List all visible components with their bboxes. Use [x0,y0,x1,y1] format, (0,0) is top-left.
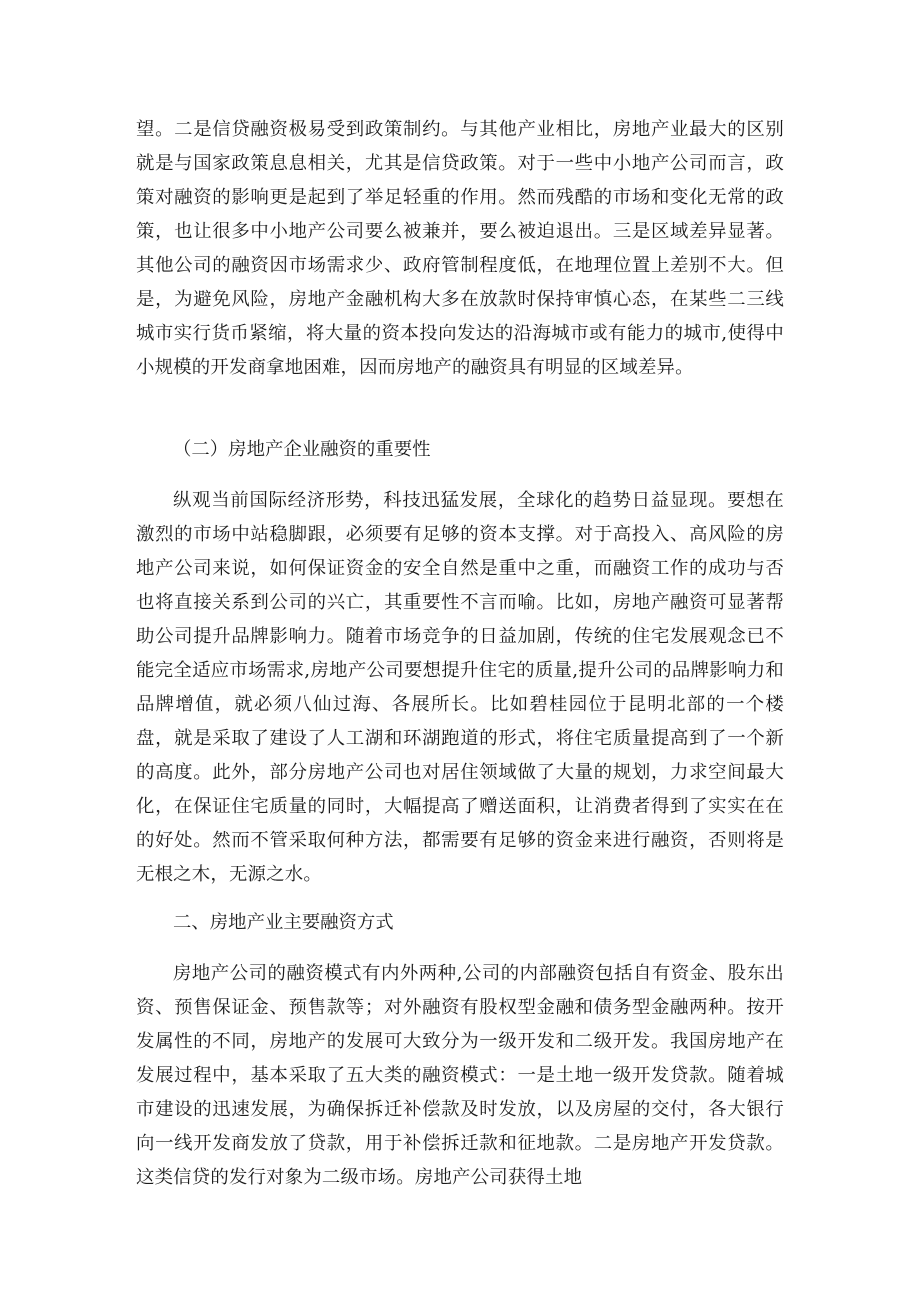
section-heading-financing-methods: 二、房地产业主要融资方式 [173,912,394,933]
section-heading-financing-importance: （二）房地产企业融资的重要性 [173,439,431,460]
paragraph-financing-importance: 纵观当前国际经济形势，科技迅猛发展，全球化的趋势日益显现。要想在激烈的市场中站稳脚跟，必须要有足够的资本支撑。对于高投入、高风险的房地产公司来说，如何保证资金的安全自然是重中之重，而融资工作的成功与否也将直接关系到公司的兴亡，其重要性不言而喻。比如，房地产融资可显著帮助公司提升品牌影响力。随着市场竞争的日益加剧，传统的住宅发展观念已不能完全适应市场需求,房地产公司要想提升住宅的质量,提升公司的品牌影响力和品牌增值，就必须八仙过海、各展所长。比如碧桂园位于昆明北部的一个楼盘，就是采取了建设了人工湖和环湖跑道的形式，将住宅质量提高到了一个新的高度。此外，部分房地产公司也对居住领域做了大量的规划，力求空间最大化，在保证住宅质量的同时，大幅提高了赠送面积，让消费者得到了实实在在的好处。然而不管采取何种方法，都需要有足够的资金来进行融资，否则将是无根之木，无源之水。 [136,490,784,885]
paragraph-regional-credit-policy: 望。二是信贷融资极易受到政策制约。与其他产业相比，房地产业最大的区别就是与国家政策息息相关，尤其是信贷政策。对于一些中小地产公司而言，政策对融资的影响更是起到了举足轻重的作用。然而残酷的市场和变化无常的政策，也让很多中小地产公司要么被兼并，要么被迫退出。三是区域差异显著。其他公司的融资因市场需求少、政府管制程度低，在地理位置上差别不大。但是，为避免风险，房地产金融机构大多在放款时保持审慎心态，在某些二三线城市实行货币紧缩，将大量的资本投向发达的沿海城市或有能力的城市,使得中小规模的开发商拿地困难，因而房地产的融资具有明显的区域差异。 [136,119,784,378]
paragraph-financing-methods: 房地产公司的融资模式有内外两种,公司的内部融资包括自有资金、股东出资、预售保证金、预售款等；对外融资有股权型金融和债务型金融两种。按开发属性的不同，房地产的发展可大致分为一级开发和二级开发。我国房地产在发展过程中，基本采取了五大类的融资模式：一是土地一级开发贷款。随着城市建设的迅速发展，为确保拆迁补偿款及时发放，以及房屋的交付，各大银行向一线开发商发放了贷款，用于补偿拆迁款和征地款。二是房地产开发贷款。这类信贷的发行对象为二级市场。房地产公司获得土地 [136,963,784,1188]
